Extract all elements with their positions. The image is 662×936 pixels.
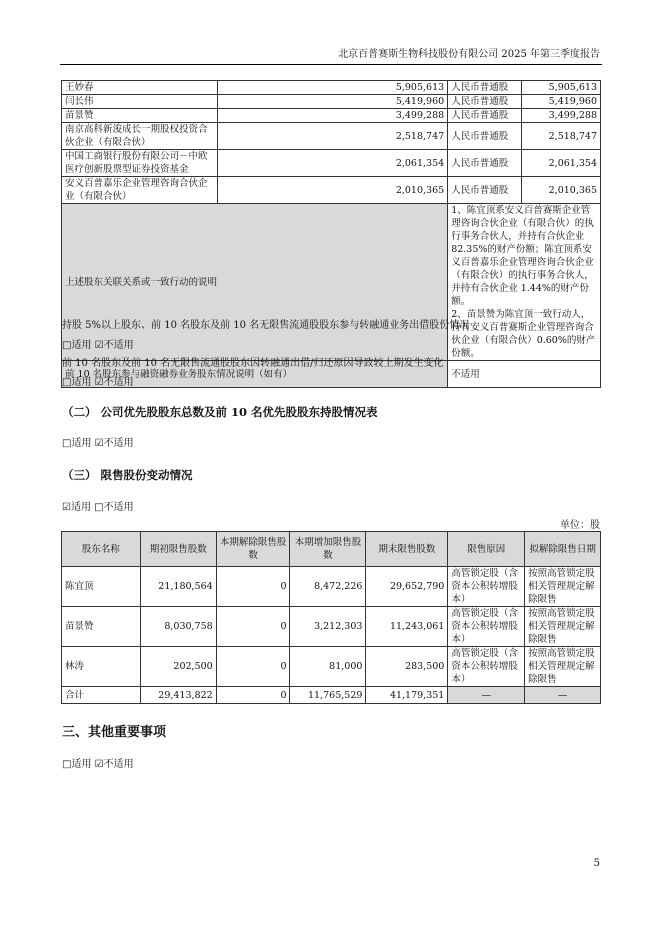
change-title: 前 10 名股东及前 10 名无限售流通股股东因转融通出借/归还原因导致较上期发生变化 bbox=[62, 358, 444, 369]
table-row bbox=[62, 150, 601, 177]
top-shareholders-table bbox=[61, 80, 601, 388]
release-date: 按照高管锁定股相关管理规定解除限售 bbox=[525, 567, 601, 607]
holder-shares: 2,010,365 bbox=[217, 177, 448, 204]
restriction-reason: 高管锁定股（含资本公积转增股本） bbox=[448, 647, 525, 687]
column-header: 拟解除限售日期 bbox=[525, 532, 601, 567]
holder-name: 苗景赞 bbox=[62, 109, 218, 123]
share-type: 人民币普通股 bbox=[448, 150, 522, 177]
released-shares: 0 bbox=[216, 567, 290, 607]
relation-label: 上述股东关联关系或一致行动的说明 bbox=[62, 204, 448, 361]
holder-name: 陈宜顶 bbox=[62, 567, 141, 607]
added-shares: 81,000 bbox=[290, 647, 366, 687]
share-qty: 3,499,288 bbox=[522, 109, 601, 123]
table-row bbox=[62, 177, 601, 204]
begin-shares: 21,180,564 bbox=[140, 567, 216, 607]
table-row bbox=[62, 81, 601, 95]
restricted-section-title: （三） 限售股份变动情况 bbox=[62, 468, 193, 482]
released-shares: 0 bbox=[216, 647, 290, 687]
added-shares: 3,212,303 bbox=[290, 607, 366, 647]
other-matters-title: 三、其他重要事项 bbox=[62, 725, 167, 740]
margin-label: 前 10 名股东参与融资融券业务股东情况说明（如有） bbox=[62, 361, 448, 388]
margin-value: 不适用 bbox=[448, 361, 601, 388]
table-row bbox=[62, 109, 601, 123]
restriction-reason: 高管锁定股（含资本公积转增股本） bbox=[448, 567, 525, 607]
share-qty: 5,419,960 bbox=[522, 95, 601, 109]
restricted-shares-table bbox=[61, 531, 601, 704]
holder-name: 林涛 bbox=[62, 647, 141, 687]
holder-name: 南京高科新浚成长一期股权投资合伙企业（有限合伙） bbox=[62, 123, 218, 150]
added-shares: 8,472,226 bbox=[290, 567, 366, 607]
holder-shares: 3,499,288 bbox=[217, 109, 448, 123]
lending-choice: □适用 ☑不适用 bbox=[62, 340, 134, 351]
table-row bbox=[62, 95, 601, 109]
change-choice: □适用 ☑不适用 bbox=[62, 377, 134, 388]
holder-shares: 5,905,613 bbox=[217, 81, 448, 95]
total-end-shares: 41,179,351 bbox=[366, 687, 448, 704]
share-type: 人民币普通股 bbox=[448, 95, 522, 109]
release-date: 按照高管锁定股相关管理规定解除限售 bbox=[525, 647, 601, 687]
released-shares: 0 bbox=[216, 607, 290, 647]
lending-title: 持股 5%以上股东、前 10 名股东及前 10 名无限售流通股股东参与转融通业务出借股份情况 bbox=[62, 320, 470, 331]
preferred-choice: □适用 ☑不适用 bbox=[62, 438, 134, 449]
release-date: 按照高管锁定股相关管理规定解除限售 bbox=[525, 607, 601, 647]
total-reason: — bbox=[448, 687, 525, 704]
column-header: 限售原因 bbox=[448, 532, 525, 567]
holder-shares: 2,518,747 bbox=[217, 123, 448, 150]
relation-text-1: 1、陈宜顶系安义百普赛斯企业管理咨询合伙企业（有限合伙）的执行事务合伙人，并持有合伙企业 82.35%的财产份额；陈宜顶系安义百普嘉乐企业管理咨询合伙企业（有限合伙）的执行事务合伙人，并持有合伙企业 1.44%的财产份额。 bbox=[451, 205, 594, 307]
holder-name: 苗景赞 bbox=[62, 607, 141, 647]
report-header: 北京百普赛斯生物科技股份有限公司 2025 年第三季度报告 bbox=[338, 49, 600, 60]
end-shares: 283,500 bbox=[366, 647, 448, 687]
relation-text-2: 2、苗景赞为陈宜顶一致行动人，持有安义百普赛斯企业管理咨询合伙企业（有限合伙）0.60%的财产份额。 bbox=[451, 309, 596, 359]
share-qty: 5,905,613 bbox=[522, 81, 601, 95]
share-type: 人民币普通股 bbox=[448, 123, 522, 150]
holder-name: 安义百普嘉乐企业管理咨询合伙企业（有限合伙） bbox=[62, 177, 218, 204]
holder-shares: 5,419,960 bbox=[217, 95, 448, 109]
share-type: 人民币普通股 bbox=[448, 177, 522, 204]
end-shares: 11,243,061 bbox=[366, 607, 448, 647]
total-added-shares: 11,765,529 bbox=[290, 687, 366, 704]
total-date: — bbox=[525, 687, 601, 704]
relation-description bbox=[448, 204, 601, 361]
restriction-reason: 高管锁定股（含资本公积转增股本） bbox=[448, 607, 525, 647]
unit-label: 单位：股 bbox=[560, 520, 600, 531]
begin-shares: 8,030,758 bbox=[140, 607, 216, 647]
table-row bbox=[62, 567, 601, 607]
holder-name: 中国工商银行股份有限公司－中欧医疗创新股票型证券投资基金 bbox=[62, 150, 218, 177]
total-label: 合计 bbox=[62, 687, 141, 704]
begin-shares: 202,500 bbox=[140, 647, 216, 687]
column-header: 期末限售股数 bbox=[366, 532, 448, 567]
share-qty: 2,010,365 bbox=[522, 177, 601, 204]
share-type: 人民币普通股 bbox=[448, 109, 522, 123]
table-header-row bbox=[62, 532, 601, 567]
column-header: 期初限售股数 bbox=[140, 532, 216, 567]
total-released-shares: 0 bbox=[216, 687, 290, 704]
share-type: 人民币普通股 bbox=[448, 81, 522, 95]
relation-row bbox=[62, 204, 601, 361]
table-row bbox=[62, 123, 601, 150]
restricted-choice: ☑适用 □不适用 bbox=[62, 502, 134, 513]
table-row bbox=[62, 647, 601, 687]
holder-shares: 2,061,354 bbox=[217, 150, 448, 177]
share-qty: 2,061,354 bbox=[522, 150, 601, 177]
column-header: 股东名称 bbox=[62, 532, 141, 567]
table-row bbox=[62, 607, 601, 647]
holder-name: 闫长伟 bbox=[62, 95, 218, 109]
column-header: 本期解除限售股数 bbox=[216, 532, 290, 567]
page-number: 5 bbox=[593, 858, 600, 869]
other-matters-choice: □适用 ☑不适用 bbox=[62, 759, 134, 770]
share-qty: 2,518,747 bbox=[522, 123, 601, 150]
preferred-section-title: （二） 公司优先股股东总数及前 10 名优先股股东持股情况表 bbox=[62, 405, 378, 419]
holder-name: 王妙春 bbox=[62, 81, 218, 95]
header-divider bbox=[60, 64, 602, 65]
column-header: 本期增加限售股数 bbox=[290, 532, 366, 567]
end-shares: 29,652,790 bbox=[366, 567, 448, 607]
total-row bbox=[62, 687, 601, 704]
total-begin-shares: 29,413,822 bbox=[140, 687, 216, 704]
